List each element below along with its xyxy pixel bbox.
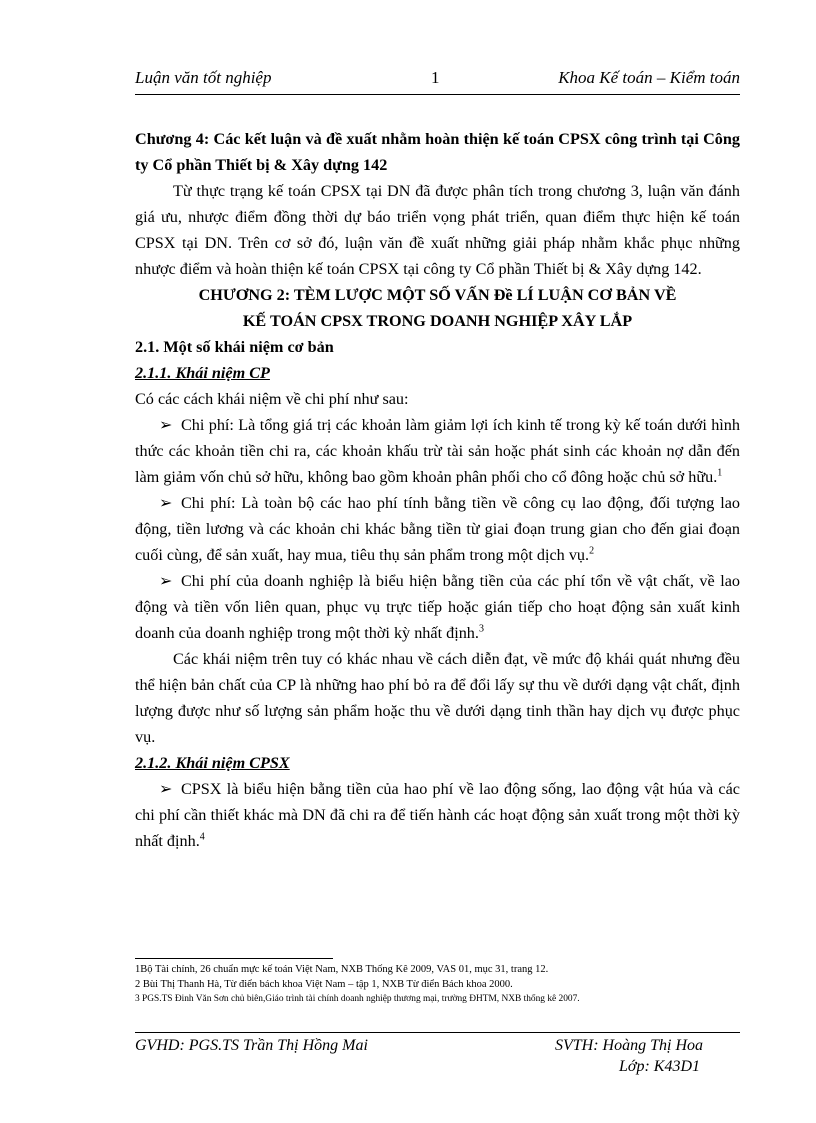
footnote-ref: 1 (717, 467, 723, 479)
header-department: Khoa Kế toán – Kiểm toán (558, 68, 740, 87)
bullet-item-3 (135, 568, 740, 646)
arrow-bullet-icon: ➢ (159, 780, 173, 798)
chapter2-title-line2: KẾ TOÁN CPSX TRONG DOANH NGHIỆP XÂY LẮP (242, 312, 633, 330)
chapter4-title: Chương 4: Các kết luận và đề xuất nhằm hoàn thiện kế toán CPSX công trình tại Công ty Cổ phần Thiết bị & Xây dựng 142 (135, 130, 740, 174)
subsection-heading-cp: 2.1.1. Khái niệm CP (135, 364, 270, 382)
footnote-divider (135, 958, 333, 959)
arrow-bullet-icon: ➢ (159, 494, 173, 512)
page-body (135, 126, 740, 854)
subsection-heading-cpsx: 2.1.2. Khái niệm CPSX (135, 754, 290, 772)
arrow-bullet-icon: ➢ (159, 572, 173, 590)
bullet-text: Chi phí: Là tổng giá trị các khoản làm giảm lợi ích kinh tế trong kỳ kế toán dưới hình thức các khoản tiền chi ra, các khoản khấu trừ tài sản hoặc phát sinh các khoản nợ dẫn đến làm giảm vốn chủ sở hữu, không bao gồm khoản phân phối cho cổ đông hoặc chủ sở hữu. (135, 416, 740, 486)
page-number: 1 (431, 68, 440, 87)
footnote-1: 1Bộ Tài chính, 26 chuẩn mực kế toán Việt Nam, NXB Thống Kê 2009, VAS 01, mục 31, trang 12. (135, 964, 549, 975)
footnote-3: 3 PGS.TS Đinh Văn Sơn chủ biên,Giáo trình tài chính doanh nghiệp thương mại, trường ĐHTM, NXB thống kê 2007. (135, 994, 580, 1004)
bullet-text: Chi phí: Là toàn bộ các hao phí tính bằng tiền về công cụ lao động, đối tượng lao động, tiền lương và các khoản chi khác bằng tiền từ giai đoạn trung gian cho đến giai đoạn cuối cùng, để sản xuất, hay mua, tiêu thụ sản phẩm trong một dịch vụ. (135, 494, 740, 564)
footer-divider (135, 1032, 740, 1033)
advisor-name: GVHD: PGS.TS Trần Thị Hồng Mai (135, 1037, 368, 1054)
bullet-item-2 (135, 490, 740, 568)
student-class: Lớp: K43D1 (619, 1058, 700, 1075)
student-name: SVTH: Hoàng Thị Hoa (555, 1037, 704, 1054)
footnote-ref: 4 (199, 831, 205, 843)
intro-line: Có các cách khái niệm về chi phí như sau: (135, 390, 409, 408)
summary-paragraph: Các khái niệm trên tuy có khác nhau về cách diễn đạt, về mức độ khái quát nhưng đều thể hiện bản chất của CP là những hao phí bỏ ra để đổi lấy sự thu về dưới dạng vật chất, định lượng được như số lượng sản phẩm hoặc thu về dưới dạng tinh thần hay dịch vụ được phục vụ. (135, 650, 740, 746)
chapter2-title-line1: CHƯƠNG 2: TÈM LƯỢC MỘT SỐ VẤN Đề LÍ LUẬN CƠ BẢN VỀ (198, 286, 677, 304)
footnotes (135, 962, 745, 1007)
section-heading: 2.1. Một số khái niệm cơ bản (135, 338, 334, 356)
header-thesis-label: Luận văn tốt nghiệp (135, 68, 272, 87)
footnote-2: 2 Bùi Thị Thanh Hà, Từ điển bách khoa Việt Nam – tập 1, NXB Từ điển Bách khoa 2000. (135, 979, 513, 990)
bullet-item-1 (135, 412, 740, 490)
footnote-ref: 3 (478, 623, 484, 635)
chapter4-paragraph: Từ thực trạng kế toán CPSX tại DN đã được phân tích trong chương 3, luận văn đánh giá ưu, nhược điểm đồng thời dự báo triển vọng phát triển, quan điểm thực hiện kế toán CPSX tại DN. Trên cơ sở đó, luận văn đề xuất những giải pháp nhằm khắc phục những nhược điểm và hoàn thiện kế toán CPSX tại công ty Cổ phần Thiết bị & Xây dựng 142. (135, 182, 740, 278)
bullet-text: CPSX là biểu hiện bằng tiền của hao phí về lao động sống, lao động vật húa và các chi phí cần thiết khác mà DN đã chi ra để tiến hành các hoạt động sản xuất trong một thời kỳ nhất định. (135, 780, 740, 850)
page-header (135, 68, 740, 95)
bullet-item-4 (135, 776, 740, 854)
bullet-text: Chi phí của doanh nghiệp là biểu hiện bằng tiền của các phí tổn về vật chất, về lao động và tiền vốn liên quan, phục vụ trực tiếp hoặc gián tiếp cho hoạt động sản xuất kinh doanh của doanh nghiệp trong một thời kỳ nhất định. (135, 572, 740, 642)
footnote-ref: 2 (589, 545, 595, 557)
arrow-bullet-icon: ➢ (159, 416, 173, 434)
